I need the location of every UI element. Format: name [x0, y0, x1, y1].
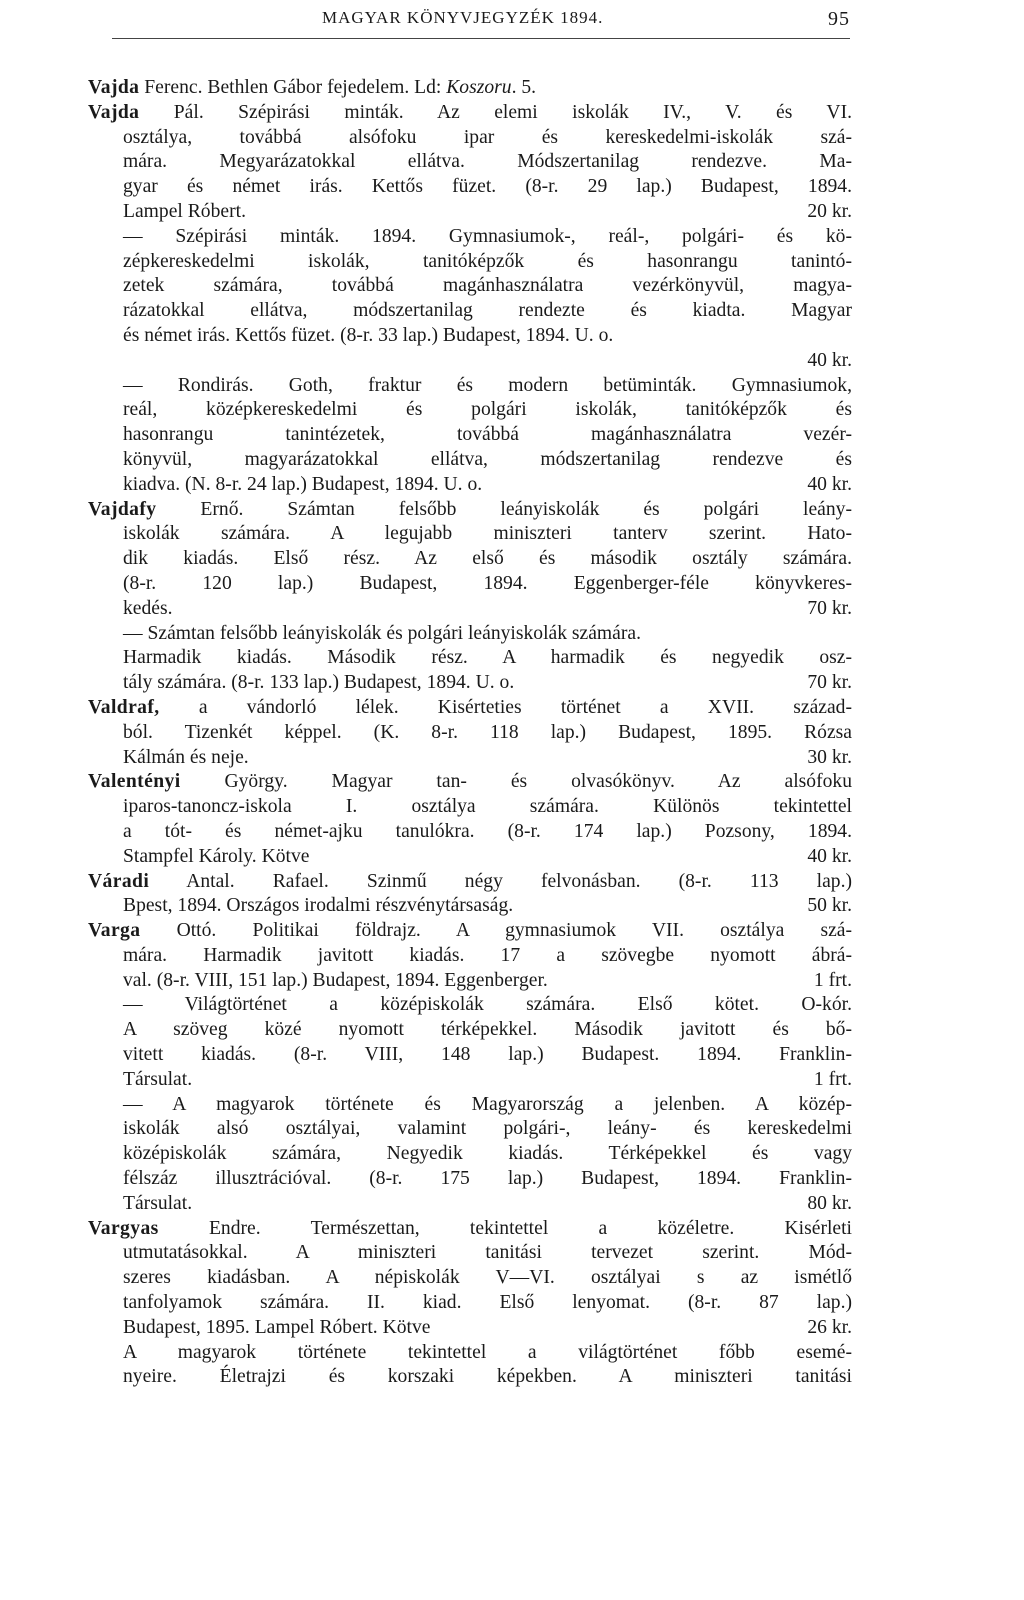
price: 1 frt. [813, 969, 852, 991]
text-line [88, 225, 852, 250]
line-text: Endre. Természettan, tekintettel a közéletre. Kisérleti [158, 1217, 852, 1239]
line-text: Budapest, 1895. Lampel Róbert. Kötve [123, 1316, 431, 1338]
line-text: iparos-tanoncz-iskola I. osztálya számára. Különös tekintettel [123, 796, 852, 818]
text-line [88, 175, 852, 200]
text-line [88, 126, 852, 151]
line-text: — Rondirás. Goth, fraktur és modern betüminták. Gymnasiumok, [123, 374, 852, 396]
text-line [88, 845, 852, 870]
price: 70 kr. [807, 597, 852, 619]
line-text: mára. Megyarázatokkal ellátva. Módszertanilag rendezve. Ma- [123, 151, 852, 173]
entry-author: Vajda [88, 101, 140, 123]
text-line [88, 1291, 852, 1316]
line-text: Bpest, 1894. Országos irodalmi részvénytársaság. [123, 895, 514, 917]
line-text: (8-r. 120 lap.) Budapest, 1894. Eggenberger-féle könyvkeres- [123, 572, 852, 594]
line-text: rázatokkal ellátva, módszertanilag rendezte és kiadta. Magyar [123, 300, 852, 322]
price: 26 kr. [807, 1316, 852, 1338]
text-line [88, 1316, 852, 1341]
text-line [88, 894, 852, 919]
page-number: 95 [828, 8, 850, 30]
price: 1 frt. [813, 1068, 852, 1090]
entry-author: Váradi [88, 870, 150, 892]
line-text: . 5. [511, 77, 537, 98]
line-text: kedés. [123, 597, 173, 619]
text-line [88, 597, 852, 622]
price: 80 kr. [807, 1192, 852, 1214]
text-line [88, 473, 852, 498]
text-line [88, 1217, 852, 1242]
line-text: félszáz illusztrációval. (8-r. 175 lap.) Budapest, 1894. Franklin- [123, 1168, 852, 1190]
line-text: kiadva. (N. 8-r. 24 lap.) Budapest, 1894. U. o. [123, 473, 483, 495]
price: 30 kr. [807, 746, 852, 768]
text-line [88, 324, 852, 349]
text-line [88, 1117, 852, 1142]
text-line [88, 498, 852, 523]
line-text: — Számtan felsőbb leányiskolák és polgári leányiskolák számára. [123, 622, 641, 644]
text-line [88, 770, 852, 795]
line-text: tanfolyamok számára. II. kiad. Első lenyomat. (8-r. 87 lap.) [123, 1292, 852, 1314]
text-line [88, 76, 852, 101]
price: 40 kr. [807, 845, 852, 867]
catalogue-text [88, 76, 852, 1390]
price: 70 kr. [807, 672, 852, 694]
text-line [88, 1341, 852, 1366]
text-line [88, 622, 852, 647]
text-line [88, 671, 852, 696]
line-text: és német irás. Kettős füzet. (8-r. 33 lap.) Budapest, 1894. U. o. [123, 324, 614, 346]
text-line [88, 572, 852, 597]
line-text: zetek számára, továbbá magánhasználatra vezérkönyvül, magya- [123, 275, 852, 297]
text-line [88, 349, 852, 374]
text-line [88, 870, 852, 895]
text-line [88, 1241, 852, 1266]
text-line [88, 944, 852, 969]
line-text: ból. Tizenkét képpel. (K. 8-r. 118 lap.) Budapest, 1895. Rózsa [123, 721, 852, 743]
text-line [88, 1093, 852, 1118]
text-line [88, 820, 852, 845]
line-text: — Világtörténet a középiskolák számára. Első kötet. O-kór. [123, 994, 852, 1016]
line-text: György. Magyar tan- és olvasókönyv. Az alsófoku [180, 771, 852, 793]
entry-author: Varga [88, 920, 141, 942]
line-text: dik kiadás. Első rész. Az első és második osztály számára. [123, 548, 852, 570]
text-line [88, 150, 852, 175]
line-text: Társulat. [123, 1192, 193, 1214]
text-line [88, 721, 852, 746]
text-line [88, 969, 852, 994]
entry-author: Vargyas [88, 1217, 159, 1239]
line-text: könyvül, magyarázatokkal ellátva, módszertanilag rendezve és [123, 448, 852, 470]
line-text: vitett kiadás. (8-r. VIII, 148 lap.) Budapest. 1894. Franklin- [123, 1044, 852, 1066]
italic-reference: Koszoru [446, 77, 512, 98]
text-line [88, 1068, 852, 1093]
line-text: Antal. Rafael. Szinmű négy felvonásban. (8-r. 113 lap.) [149, 870, 852, 892]
line-text: Harmadik kiadás. Második rész. A harmadik és negyedik osz- [123, 647, 852, 669]
line-text: középiskolák számára, Negyedik kiadás. Térképekkel és vagy [123, 1143, 852, 1165]
line-text: — A magyarok története és Magyarország a jelenben. A közép- [123, 1093, 852, 1115]
line-text: mára. Harmadik javitott kiadás. 17 a szövegbe nyomott ábrá- [123, 944, 852, 966]
text-line [88, 299, 852, 324]
price: 40 kr. [807, 473, 852, 495]
line-text: reál, középkereskedelmi és polgári iskolák, tanitóképzők és [123, 399, 852, 421]
text-line [88, 547, 852, 572]
line-text: hasonrangu tanintézetek, továbbá magánhasználatra vezér- [123, 424, 852, 446]
text-line [88, 398, 852, 423]
text-line [88, 522, 852, 547]
line-text: Lampel Róbert. [123, 200, 246, 222]
text-line [88, 448, 852, 473]
header-rule [112, 38, 850, 39]
text-line [88, 1365, 852, 1390]
line-text: zépkereskedelmi iskolák, tanitóképzők és hasonrangu tanintó- [123, 250, 852, 272]
line-text: Pál. Szépirási minták. Az elemi iskolák IV., V. és VI. [139, 101, 852, 123]
page-header [112, 8, 850, 30]
line-text: Kálmán és neje. [123, 746, 249, 768]
text-line [88, 646, 852, 671]
line-text: A magyarok története tekintettel a világtörténet főbb esemé- [123, 1341, 852, 1363]
text-line [88, 795, 852, 820]
running-title: MAGYAR KÖNYVJEGYZÉK 1894. [322, 8, 604, 27]
line-text: gyar és német irás. Kettős füzet. (8-r. 29 lap.) Budapest, 1894. [123, 176, 852, 198]
price: 50 kr. [807, 895, 852, 917]
line-text: tály számára. (8-r. 133 lap.) Budapest, 1894. U. o. [123, 672, 515, 694]
text-line [88, 696, 852, 721]
line-text: iskolák alsó osztályai, valamint polgári-, leány- és kereskedelmi [123, 1118, 852, 1140]
entry-author: Valdraf, [88, 696, 160, 718]
line-text: nyeire. Életrajzi és korszaki képekben. A miniszteri tanitási [123, 1366, 852, 1388]
text-line [88, 101, 852, 126]
line-text: — Szépirási minták. 1894. Gymnasiumok-, reál-, polgári- és kö- [123, 225, 852, 247]
line-text: val. (8-r. VIII, 151 lap.) Budapest, 1894. Eggenberger. [123, 969, 548, 991]
line-text: utmutatásokkal. A miniszteri tanitási tervezet szerint. Mód- [123, 1242, 852, 1264]
text-line [88, 1043, 852, 1068]
text-line [88, 274, 852, 299]
text-line [88, 746, 852, 771]
line-text: Ernő. Számtan felsőbb leányiskolák és polgári leány- [156, 498, 852, 520]
line-text: a tót- és német-ajku tanulókra. (8-r. 174 lap.) Pozsony, 1894. [123, 820, 852, 842]
line-text: A szöveg közé nyomott térképekkel. Második javitott és bő- [123, 1019, 852, 1041]
entry-author: Vajdafy [88, 498, 157, 520]
text-line [88, 250, 852, 275]
text-line [88, 919, 852, 944]
line-text: Társulat. [123, 1068, 193, 1090]
text-line [88, 1167, 852, 1192]
line-text: Ottó. Politikai földrajz. A gymnasiumok VII. osztálya szá- [140, 920, 852, 942]
text-line [88, 1192, 852, 1217]
line-text: szeres kiadásban. A népiskolák V—VI. osztályai s az ismétlő [123, 1267, 852, 1289]
line-text: iskolák számára. A legujabb miniszteri tanterv szerint. Hato- [123, 523, 852, 545]
entry-author: Vajda [88, 77, 140, 98]
line-text: a vándorló lélek. Kisérteties történet a XVII. század- [159, 696, 852, 718]
text-line [88, 1018, 852, 1043]
text-line [88, 993, 852, 1018]
text-line [88, 423, 852, 448]
line-text: Stampfel Károly. Kötve [123, 845, 310, 867]
line-text: osztálya, továbbá alsófoku ipar és kereskedelmi-iskolák szá- [123, 126, 852, 148]
text-line [88, 1266, 852, 1291]
line-text: Ferenc. Bethlen Gábor fejedelem. Ld: [139, 77, 447, 98]
entry-author: Valentényi [88, 771, 181, 793]
text-line [88, 1142, 852, 1167]
text-line [88, 374, 852, 399]
price: 40 kr. [807, 349, 852, 371]
text-line [88, 200, 852, 225]
price: 20 kr. [807, 200, 852, 222]
